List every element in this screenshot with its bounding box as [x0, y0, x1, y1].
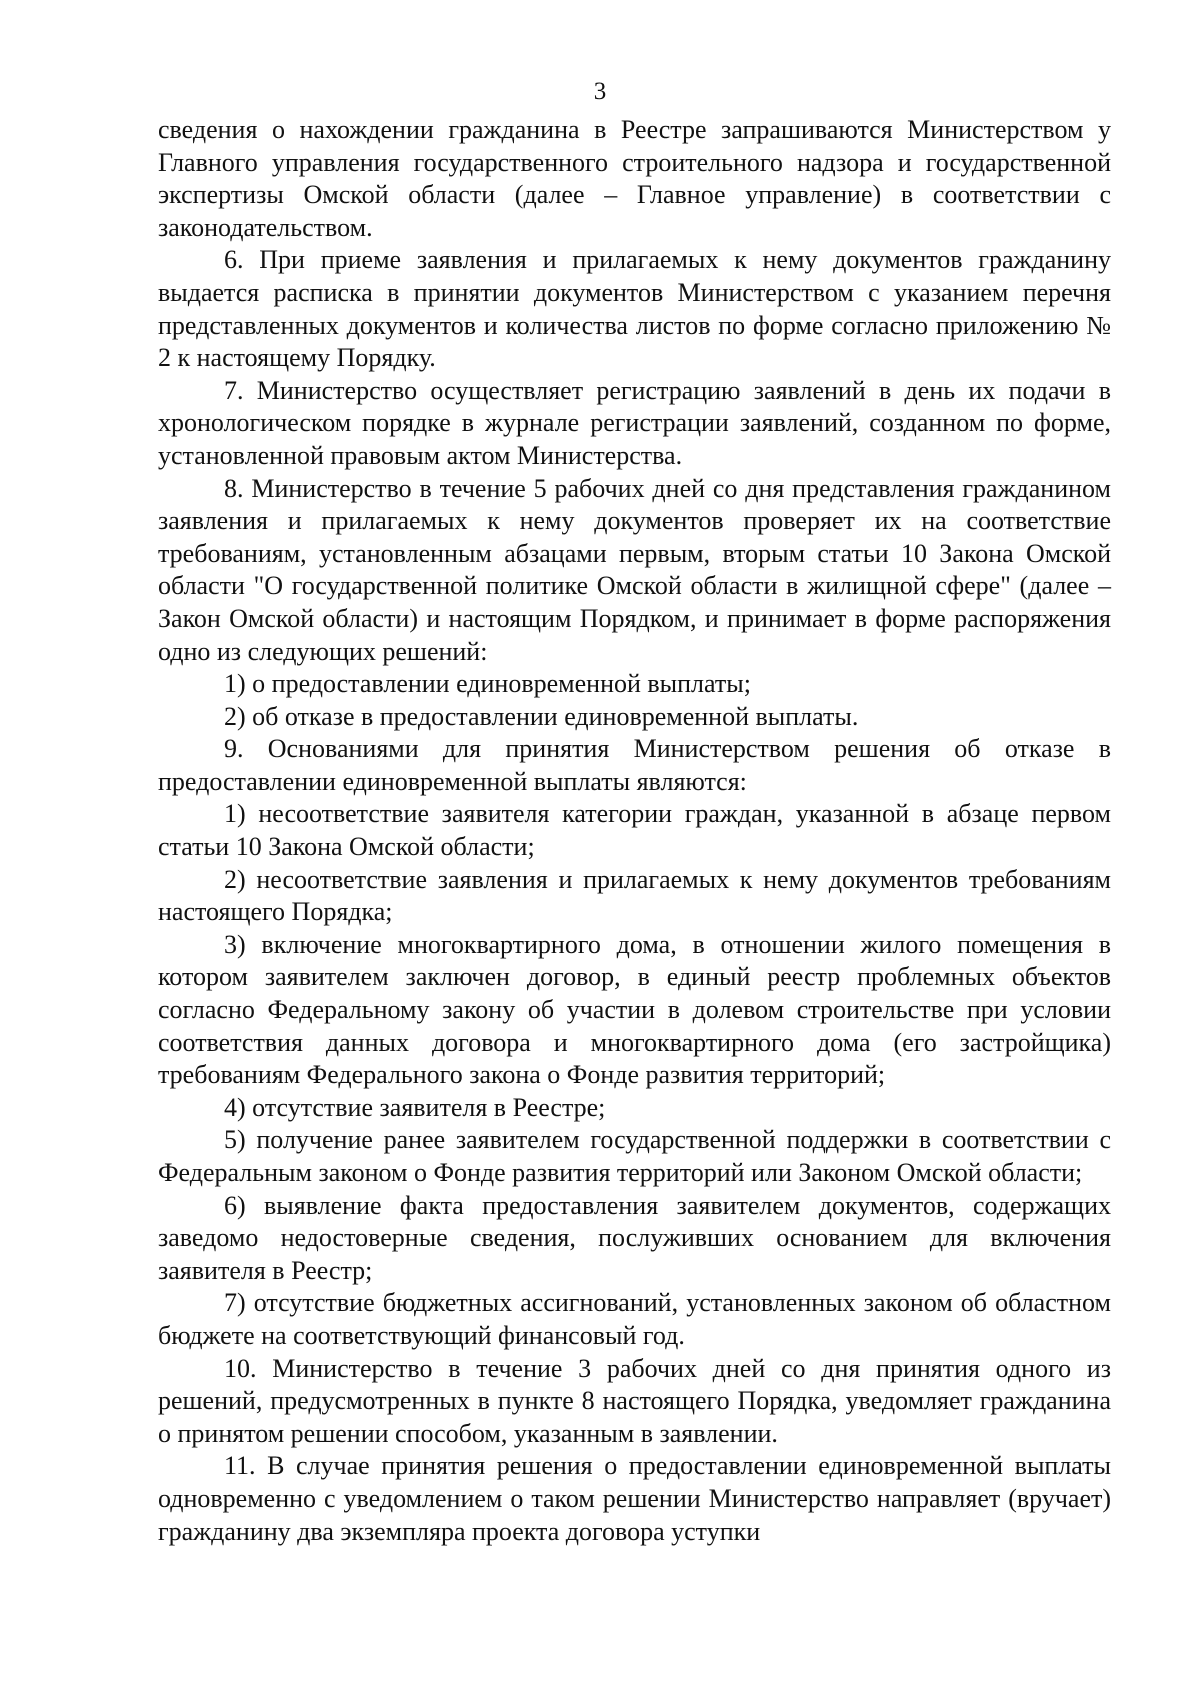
- paragraph-item-9-7: 7) отсутствие бюджетных ассигнований, установленных законом об областном бюджете на соответствующий финансовый год.: [158, 1288, 1111, 1350]
- paragraph-item-10: 10. Министерство в течение 3 рабочих дней со дня принятия одного из решений, предусмотренных в пункте 8 настоящего Порядка, уведомляет гражданина о принятом решении способом, указанным в заявлении.: [158, 1353, 1111, 1448]
- paragraph-item-9-4: 4) отсутствие заявителя в Реестре;: [224, 1092, 606, 1122]
- paragraph-item-9: 9. Основаниями для принятия Министерством решения об отказе в предоставлении единовременной выплаты являются:: [158, 734, 1111, 796]
- page-number: 3: [593, 78, 607, 105]
- paragraph-item-8-1: 1) о предоставлении единовременной выплаты;: [224, 669, 751, 699]
- paragraph-item-9-1: 1) несоответствие заявителя категории граждан, указанной в абзаце первом статьи 10 Закона Омской области;: [158, 799, 1111, 862]
- paragraph-item-8: 8. Министерство в течение 5 рабочих дней со дня представления гражданином заявления и прилагаемых к нему документов проверяет их на соответствие требованиям, установленным абзацами первым, вторым статьи 10 Закона Омской области "О государственной политике Омской области в жилищной сфере" (далее – Закон Омской области) и настоящим Порядком, и принимает в форме распоряжения одно из следующих решений:: [158, 473, 1111, 666]
- document-body: [158, 114, 1111, 1548]
- paragraph-item-9-3: 3) включение многоквартирного дома, в отношении жилого помещения в котором заявителем заключен договор, в единый реестр проблемных объектов согласно Федеральному закону об участии в долевом строительстве при условии соответствия данных договора и многоквартирного дома (его застройщика) требованиям Федерального закона о Фонде развития территорий;: [158, 929, 1111, 1090]
- paragraph-item-9-5: 5) получение ранее заявителем государственной поддержки в соответствии с Федеральным законом о Фонде развития территорий или Законом Омской области;: [158, 1125, 1111, 1187]
- paragraph-item-8-2: 2) об отказе в предоставлении единовременной выплаты.: [224, 701, 859, 731]
- paragraph-item-7: 7. Министерство осуществляет регистрацию заявлений в день их подачи в хронологическом порядке в журнале регистрации заявлений, созданном по форме, установленной правовым актом Министерства.: [158, 375, 1111, 470]
- paragraph-intro: сведения о нахождении гражданина в Реестре запрашиваются Министерством у Главного управления государственного строительного надзора и государственной экспертизы Омской области (далее – Главное управление) в соответствии с законодательством.: [158, 115, 1111, 242]
- paragraph-item-9-2: 2) несоответствие заявления и прилагаемых к нему документов требованиям настоящего Порядка;: [158, 864, 1111, 927]
- paragraph-item-11: 11. В случае принятия решения о предоставлении единовременной выплаты одновременно с уведомлением о таком решении Министерство направляет (вручает) гражданину два экземпляра проекта договора уступки: [158, 1451, 1111, 1546]
- paragraph-item-9-6: 6) выявление факта предоставления заявителем документов, содержащих заведомо недостоверные сведения, послуживших основанием для включения заявителя в Реестр;: [158, 1190, 1111, 1285]
- paragraph-item-6: 6. При приеме заявления и прилагаемых к нему документов гражданину выдается расписка в принятии документов Министерством с указанием перечня представленных документов и количества листов по форме согласно приложению № 2 к настоящему Порядку.: [158, 245, 1111, 373]
